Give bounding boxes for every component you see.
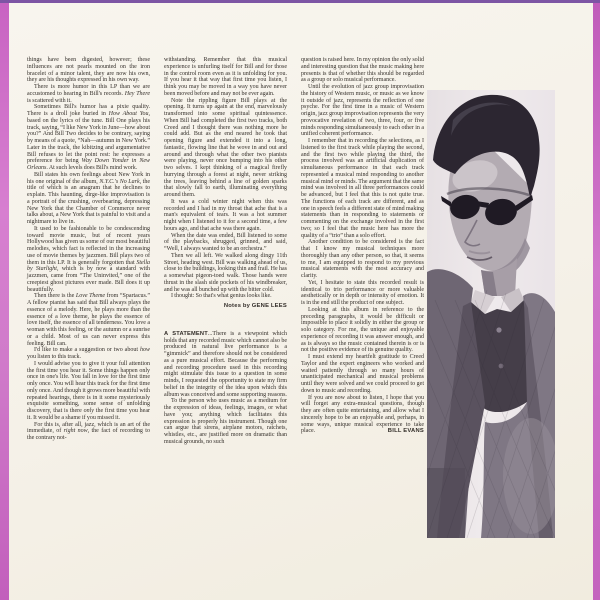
liner-notes-paragraph: things have been digested, however; these influences are not pearls mounted on the iron bracelet of a minor talent, they are now his own, they are his thoughts expressed in his own way. [27, 57, 150, 84]
liner-notes-paragraph: I would advise you to give it your full attention the first time you hear it. Some things happen only once in one's life. You fall in love for the first time only once. You will hear this track for the first time only once. And though it grows more beautiful with repeated hearings, there is in it some mysteriously exquisite something, some sense of unfolding discovery, that is there only the first time you hear it. It would be a shame if you missed it. [27, 360, 150, 421]
liner-notes-paragraph: Then we all left. We walked along dingy 11th Street, heading west. Bill was walking ahead of us, close to the buildings, looking thin and frail. He has a somewhat pigeon-toed walk. Those hands were thrust in the slash side pockets of his windbreaker, and he was all bunched up with the bitter cold. [164, 252, 287, 293]
liner-notes-paragraph: question is raised here. In my opinion the only solid and interesting question that the music making here presents is that of whether this should be regarded as a group or solo musical performance. [301, 57, 424, 84]
liner-notes-paragraph: A STATEMENT...There is a viewpoint which holds that any recorded music which cannot also be produced in natural live performance is a “gimmick” and therefore should not be considered as a pure musical effort. Because the performing and recording procedure used in this recording might stimulate this issue to a question in some minds, I requested the opportunity to state my firm belief in the integrity of the idea upon which this album was conceived and some supporting reasons. [164, 330, 287, 398]
liner-notes-paragraph: I'd like to make a suggestion or two about how you listen to this track. [27, 347, 150, 360]
liner-notes-column-3 [301, 57, 424, 446]
artist-signature: BILL EVANS [387, 428, 424, 435]
liner-notes-paragraph: Bill states his own feelings about New York in his one original of the album, N.Y.C.'s No Lark, the title of which is an anagram that he declines to explain. This haunting, dirge-like improvisation is a portrait of the crushing, overbearing, depressing New York that the Chamber of Commerce never talks about, a New York that is painful to visit and a nightmare to live in. [27, 171, 150, 225]
liner-notes-paragraph: Sometimes Bill's humor has a pixie quality. There is a droll joke buried in How About You, based on the lyrics of the tune. Bill One plays his track, saying, “I like New York in June—how about you?” And Bill Two decides to be contrary, saying by means of a quote, “Nah—autumn in New York.” Later in the track, the kibitzing and argumentative Bill refuses to let the point rest: he expresses a preference for being Way Down Yonder in New Orleans. At such levels does Bill's mind work. [27, 104, 150, 171]
right-spine-strip [593, 0, 600, 600]
liner-notes-paragraph: Note the rippling figure Bill plays at the opening. It turns up again at the end, marvelously transformed into some spiritual quintessence. When Bill had completed the first two tracks, both Creed and I thought there was nothing more he could add. But as the end neared he took that opening figure and extended it into a long, fantastic, flowing line that he wove in and out and around and through what the other two pianists were playing, never once bumping into his other two selves. I kept thinking of a magical firefly hurrying through a forest at night, never striking the trees, leaving behind a line of golden sparks that slowly fall to earth, illuminating everything around them. [164, 97, 287, 198]
notes-byline: Notes by GENE LEES [223, 303, 287, 309]
liner-notes-paragraph: Yet, I hesitate to state this recorded result is identical to trio performance or more valuable aesthetically or in depth or intensity of emotion. It is in the end still the product of one subject. [301, 279, 424, 306]
liner-notes-paragraph: If you are now about to listen, I hope that you will forget any extra-musical questions, though they are often quite entertaining, and allow what I sincerely hope to be an enjoyable and, perhaps, in some ways, unique musical experience to take place. BILL EVANS [301, 394, 424, 435]
liner-notes-paragraph: There is more humor in this LP than we are accustomed to hearing in Bill's records. Hey There is scattered with it. [27, 84, 150, 104]
top-edge-line [0, 0, 600, 3]
shirt-button [496, 327, 501, 332]
liner-notes-column-1 [27, 57, 150, 446]
liner-notes-paragraph: For this is, after all, jazz, which is an art of the immediate, of right now, the fact of recording to the contrary not- [27, 421, 150, 441]
liner-notes-paragraph: To the person who uses music as a medium for the expression of ideas, feelings, images, or what have you; anything which facilitates this expression is properly his instrument. Though one can argue that sirens, airplane motors, ratchets, whistles, etc., are justified more on dramatic than musical grounds, no such [164, 398, 287, 445]
liner-notes-paragraph: I remember that in recording the selections, as I listened to the first track while playing the second, and the first two while playing the third, the process involved was an artificial duplication of simultaneous performance in that each track represented a musical mind responding to another musical mind or minds. The argument that the same mind was involved in all three performances could be advanced, but I feel that this is not quite true. The functions of each track are different, and as one in speech feels a different state of mind making statements than in responding to statements or commenting on the exchange involved in the first two; so I feel that the music here has more the quality of a “trio” than a solo effort. [301, 138, 424, 239]
portrait-figure [427, 95, 555, 538]
liner-notes-paragraph: It was a cold winter night when this was recorded and I had in my throat that ache that is a man's equivalent of tears. It was a hot summer night when I listened to it for a second time, a few hours ago, and that ache was there again. [164, 198, 287, 232]
liner-notes-paragraph: Then there is the Love Theme from “Spartacus.” A fellow pianist has said that Bill always plays the essence of a melody. Here, he plays more than the essence of a love theme, he plays the essence of love itself, the essence of all tenderness. You love a woman with this feeling, or the autumn or a sunrise or a child. Most of us can never express this feeling. Bill can. [27, 293, 150, 347]
liner-notes-paragraph: When the date was ended, Bill listened to some of the playbacks, shrugged, grinned, and said, “Well, I always wanted to be an orchestra.” [164, 232, 287, 252]
liner-notes [27, 57, 425, 446]
portrait-photo [427, 90, 555, 540]
liner-notes-paragraph: Another condition to be considered is the fact that I know my musical techniques more thoroughly than any other person, so that, it seems to me, I am equipped to respond to my previous musical statements with the most accuracy and clarity. [301, 239, 424, 279]
liner-notes-paragraph: It used to be fashionable to be condescending toward movie music, but of recent years Hollywood has given us some of our most beautiful melodies, which fact is reflected in the increasing use of movie themes by jazzmen. Bill plays two of them in this LP. It is generally forgotten that Stella by Starlight, which is by now a standard with jazzmen, came from “The Uninvited,” one of the creepiest ghost pictures ever made. Bill does it up beautifully. [27, 225, 150, 293]
liner-notes-paragraph: I must extend my heartfelt gratitude to Creed Taylor and the expert engineers who worked and waited patiently through so many hours of unanticipated mechanical and musical problems until they were solved and we could proceed to get down to music and recording. [301, 354, 424, 394]
left-spine-strip [0, 0, 9, 600]
liner-notes-paragraph: Looking at this album in reference to the preceding paragraphs, it would be difficult or impossible to place it solidly in either the group or solo category. For me, the unique and enjoyable experience of recording it was answer enough, and as is always so the music contained therein is or is not the positive evidence of its genuine quality. [301, 306, 424, 354]
liner-notes-paragraph: I thought: So that's what genius looks like. [171, 293, 272, 300]
statement-lead: A STATEMENT [164, 330, 208, 337]
liner-notes-paragraph: Until the evolution of jazz group improvisation the history of Western music, or music as we know it outside of jazz, represents the reflection of one psyche. For the first time in a music of Western origin, jazz group improvisation represents the very provocative revelation of two, three, four, or five minds responding simultaneously to each other in a unified coherent performance. [301, 84, 424, 138]
liner-notes-column-2 [164, 57, 287, 446]
liner-notes-paragraph: withstanding. Remember that this musical experience is unfurling itself for Bill and for those in the control room even as it is unfolding for you. If you hear it that way that first time you listen, I think you may be moved in a way you have never been moved before and may not be ever again. [164, 57, 287, 97]
